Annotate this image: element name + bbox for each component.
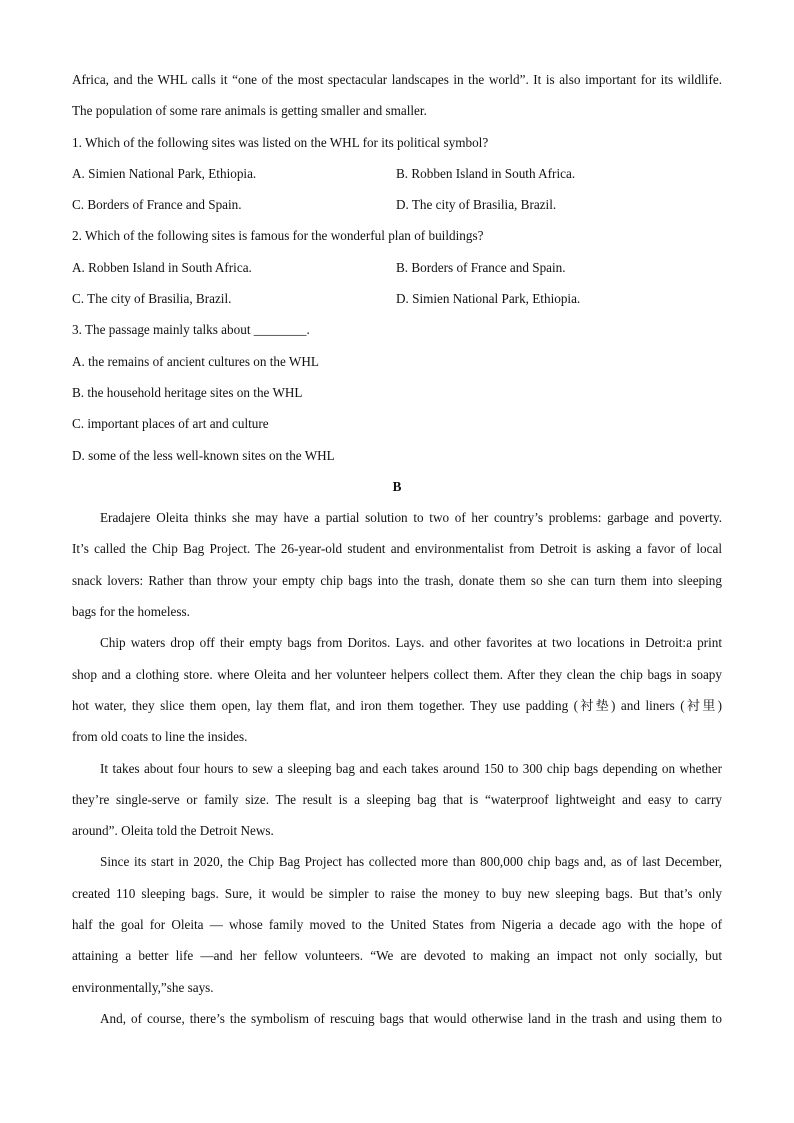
paragraph-line: Since its start in 2020, the Chip Bag Project has collected more than 800,000 chip bags and, as of last December, (100, 854, 722, 870)
question-1-text: 1. Which of the following sites was listed on the WHL for its political symbol? (72, 134, 489, 150)
question-2-option-d[interactable]: D. Simien National Park, Ethiopia. (396, 291, 581, 307)
question-1-options-row-2 (72, 189, 722, 220)
section-b-paragraph-3 (72, 753, 722, 847)
question-2-options-row-2 (72, 283, 722, 314)
paragraph-line: from old coats to line the insides. (72, 729, 248, 745)
question-2-option-b[interactable]: B. Borders of France and Spain. (396, 259, 566, 275)
section-b-paragraph-1 (72, 502, 722, 627)
question-2-text: 2. Which of the following sites is famous for the wonderful plan of buildings? (72, 228, 484, 244)
paragraph-line: And, of course, there’s the symbolism of rescuing bags that would otherwise land in the trash and using them to (100, 1010, 722, 1026)
question-3-text: 3. The passage mainly talks about ________. (72, 322, 310, 338)
paragraph-line: bags for the homeless. (72, 604, 190, 620)
question-1 (72, 127, 722, 221)
section-b-paragraph-2 (72, 627, 722, 752)
question-2-option-c[interactable]: C. The city of Brasilia, Brazil. (72, 291, 232, 307)
paragraph-line: attaining a better life —and her fellow volunteers. “We are devoted to making an impact not only socially, but (72, 948, 722, 964)
paragraph-line: hot water, they slice them open, lay them flat, and iron them together. They use padding (衬垫) and liners (衬里) (72, 697, 722, 713)
question-1-option-c[interactable]: C. Borders of France and Spain. (72, 197, 242, 213)
question-2-options-row-1 (72, 252, 722, 283)
section-b-paragraph-4 (72, 846, 722, 1002)
question-1-options-row-1 (72, 158, 722, 189)
paragraph-line: they’re single-serve or family size. The result is a sleeping bag that is “waterproof lightweight and easy to carry (72, 791, 722, 807)
question-1-option-d[interactable]: D. The city of Brasilia, Brazil. (396, 197, 557, 213)
question-3 (72, 314, 722, 470)
intro-line-1: Africa, and the WHL calls it “one of the most spectacular landscapes in the world”. It is also important for its wildlife. (72, 72, 722, 87)
paragraph-line: Chip waters drop off their empty bags from Doritos. Lays. and other favorites at two locations in Detroit:a print (100, 635, 722, 651)
question-2-option-a[interactable]: A. Robben Island in South Africa. (72, 259, 252, 275)
question-3-option-a[interactable]: A. the remains of ancient cultures on the WHL (72, 353, 319, 369)
question-3-option-c[interactable]: C. important places of art and culture (72, 416, 269, 432)
paragraph-line: It takes about four hours to sew a sleeping bag and each takes around 150 to 300 chip bags depending on whether (100, 760, 722, 776)
paragraph-line: Eradajere Oleita thinks she may have a partial solution to two of her country’s problems: garbage and poverty. (100, 510, 722, 526)
question-3-option-b[interactable]: B. the household heritage sites on the WHL (72, 384, 303, 400)
intro-line-2: The population of some rare animals is getting smaller and smaller. (72, 103, 427, 119)
paragraph-line: half the goal for Oleita — whose family moved to the United States from Nigeria a decade ago with the hope of (72, 917, 722, 933)
question-1-option-b[interactable]: B. Robben Island in South Africa. (396, 165, 576, 181)
question-3-option-d[interactable]: D. some of the less well-known sites on the WHL (72, 447, 335, 463)
section-b-paragraph-5 (72, 1003, 722, 1034)
paragraph-line: It’s called the Chip Bag Project. The 26-year-old student and environmentalist from Detroit is asking a favor of local (72, 541, 722, 557)
paragraph-line: shop and a clothing store. where Oleita and her volunteer helpers collect them. After they clean the chip bags in soapy (72, 666, 722, 682)
paragraph-line: created 110 sleeping bags. Sure, it would be simpler to raise the money to buy new sleeping bags. But that’s only (72, 885, 722, 901)
paragraph-line: environmentally,”she says. (72, 979, 214, 995)
question-2 (72, 220, 722, 314)
paragraph-line: around”. Oleita told the Detroit News. (72, 823, 274, 839)
section-b-heading: B (392, 478, 402, 494)
document-page (72, 64, 722, 1034)
question-1-option-a[interactable]: A. Simien National Park, Ethiopia. (72, 165, 257, 181)
paragraph-line: snack lovers: Rather than throw your empty chip bags into the trash, donate them so she can turn them into sleeping (72, 572, 722, 588)
